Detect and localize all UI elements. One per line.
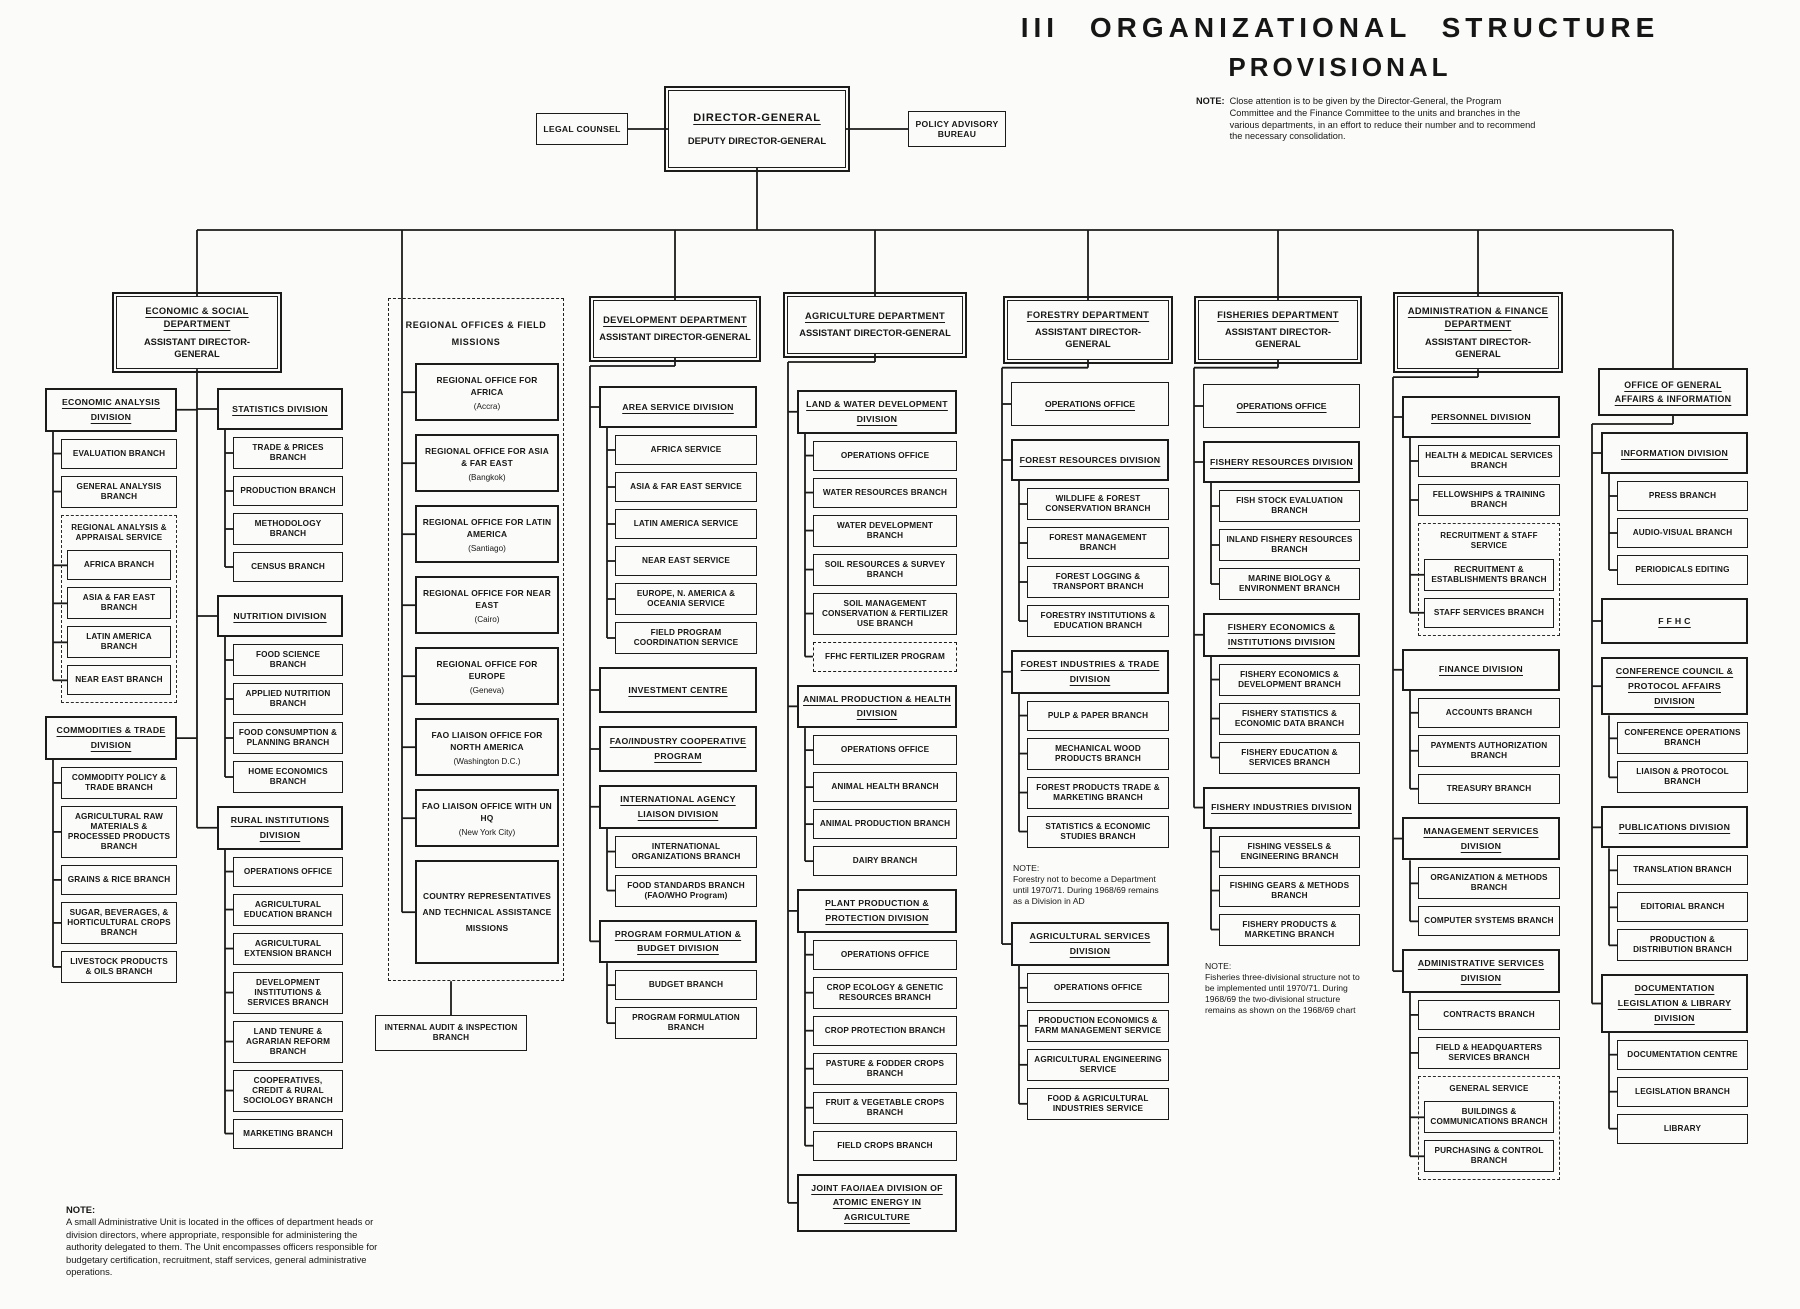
branch-box-applied-nutrition-branch: APPLIED NUTRITION BRANCH <box>233 683 343 715</box>
division-box-rural-institutions-division <box>217 806 343 850</box>
branch-box-conference-operations-branch: CONFERENCE OPERATIONS BRANCH <box>1617 722 1748 754</box>
office-label: REGIONAL OFFICE FOR AFRICA <box>436 374 538 398</box>
division-label: FISHERY RESOURCES DIVISION <box>1210 456 1353 467</box>
branch-box-mechanical-wood-products-branch: MECHANICAL WOOD PRODUCTS BRANCH <box>1027 738 1169 770</box>
department-box-economic-social-department <box>116 296 278 369</box>
page-title-line1: III ORGANIZATIONAL STRUCTURE <box>1020 12 1660 43</box>
top-note-label: NOTE: <box>1196 96 1225 106</box>
division-children <box>233 644 343 793</box>
branch-box-home-economics-branch: HOME ECONOMICS BRANCH <box>233 761 343 793</box>
branch-box-fish-stock-evaluation-branch: FISH STOCK EVALUATION BRANCH <box>1219 490 1360 522</box>
department-box-fisheries-department <box>1198 300 1358 360</box>
branch-box-inland-fishery-resources-branch: INLAND FISHERY RESOURCES BRANCH <box>1219 529 1360 561</box>
office-city: (Cairo) <box>474 614 500 624</box>
branch-box-production-economics-farm-management-service: PRODUCTION ECONOMICS & FARM MANAGEMENT SERVICE <box>1027 1010 1169 1042</box>
branch-box-editorial-branch: EDITORIAL BRANCH <box>1617 892 1748 922</box>
branch-box-agricultural-engineering-service: AGRICULTURAL ENGINEERING SERVICE <box>1027 1049 1169 1081</box>
column-note-text: Fisheries three-divisional structure not to be implemented until 1970/71. During 1968/69 the two-divisional structure remains as shown on the 1968/69 chart <box>1205 971 1360 1016</box>
division-label: PLANT PRODUCTION & PROTECTION DIVISION <box>825 898 929 923</box>
branch-box-budget-branch: BUDGET BRANCH <box>615 970 757 1000</box>
branch-box-buildings-communications-branch: BUILDINGS & COMMUNICATIONS BRANCH <box>1424 1101 1554 1133</box>
division-label: MANAGEMENT SERVICES DIVISION <box>1423 825 1539 851</box>
branch-box-near-east-service: NEAR EAST SERVICE <box>615 546 757 576</box>
dashed-group-general-service <box>1418 1076 1560 1180</box>
standalone-label: OPERATIONS OFFICE <box>1044 398 1136 409</box>
branch-box-staff-services-branch: STAFF SERVICES BRANCH <box>1424 598 1554 628</box>
division-box-personnel-division <box>1402 396 1560 438</box>
division-children <box>1219 664 1360 774</box>
internal-audit-box: INTERNAL AUDIT & INSPECTION BRANCH <box>375 1015 527 1051</box>
division-box-economic-analysis-division <box>45 388 177 432</box>
regional-panel-boxes <box>415 363 559 964</box>
division-box-fishery-industries-division <box>1203 787 1360 829</box>
branch-box-census-branch: CENSUS BRANCH <box>233 552 343 582</box>
column-note <box>1013 863 1169 908</box>
division-box-fishery-economics-institutions-division <box>1203 613 1360 657</box>
regional-office-box-regional-office-for-asia-far-east <box>415 434 559 492</box>
branch-box-program-formulation-branch: PROGRAM FORMULATION BRANCH <box>615 1007 757 1039</box>
branch-box-agricultural-extension-branch: AGRICULTURAL EXTENSION BRANCH <box>233 933 343 965</box>
branch-box-statistics-economic-studies-branch: STATISTICS & ECONOMIC STUDIES BRANCH <box>1027 816 1169 848</box>
office-label: REGIONAL OFFICE FOR LATIN AMERICA <box>422 516 552 540</box>
division-box-area-service-division <box>599 386 757 428</box>
branch-box-fishery-economics-development-branch: FISHERY ECONOMICS & DEVELOPMENT BRANCH <box>1219 664 1360 696</box>
department-title: AGRICULTURE DEPARTMENT <box>804 310 946 321</box>
branch-box-marine-biology-environment-branch: MARINE BIOLOGY & ENVIRONMENT BRANCH <box>1219 568 1360 600</box>
top-note <box>1196 96 1544 143</box>
column-stack-office-of-general-affairs-information-0 <box>1601 432 1748 1144</box>
branch-box-pasture-fodder-crops-branch: PASTURE & FODDER CROPS BRANCH <box>813 1053 957 1085</box>
branch-box-forest-products-trade-marketing-branch: FOREST PRODUCTS TRADE & MARKETING BRANCH <box>1027 777 1169 809</box>
column-note-label: NOTE: <box>1013 862 1040 873</box>
branch-box-wildlife-forest-conservation-branch: WILDLIFE & FOREST CONSERVATION BRANCH <box>1027 488 1169 520</box>
branch-box-payments-authorization-branch: PAYMENTS AUTHORIZATION BRANCH <box>1418 735 1560 767</box>
department-subtitle: ASSISTANT DIRECTOR-GENERAL <box>799 328 951 339</box>
branch-box-general-analysis-branch: GENERAL ANALYSIS BRANCH <box>61 476 177 508</box>
branch-box-operations-office: OPERATIONS OFFICE <box>233 857 343 887</box>
standalone-label: INVESTMENT CENTRE <box>628 684 728 695</box>
branch-box-dairy-branch: DAIRY BRANCH <box>813 846 957 876</box>
division-box-nutrition-division <box>217 595 343 637</box>
office-city: (New York City) <box>458 827 516 837</box>
department-title: FISHERIES DEPARTMENT <box>1217 310 1339 320</box>
column-stack-administration-finance-department-0 <box>1402 396 1560 1180</box>
column-stack-forestry-department-0 <box>1011 382 1169 1120</box>
division-box-management-services-division <box>1402 817 1560 861</box>
division-children <box>1219 836 1360 946</box>
division-box-fishery-resources-division <box>1203 441 1360 483</box>
division-label: INTERNATIONAL AGENCY LIAISON DIVISION <box>620 794 736 819</box>
division-children <box>1418 867 1560 936</box>
branch-box-audio-visual-branch: AUDIO-VISUAL BRANCH <box>1617 518 1748 548</box>
division-label: FINANCE DIVISION <box>1439 664 1523 675</box>
division-children <box>1418 698 1560 804</box>
office-city: (Washington D.C.) <box>453 756 521 766</box>
branch-box-evaluation-branch: EVALUATION BRANCH <box>61 439 177 469</box>
dashed-group-regional-analysis-appraisal-service <box>61 515 177 704</box>
branch-box-food-agricultural-industries-service: FOOD & AGRICULTURAL INDUSTRIES SERVICE <box>1027 1088 1169 1120</box>
top-note-text: Close attention is to be given by the Director-General, the Program Committee and the Finance Committee to the units and branches in the various departments, in an effort to reduce their number and to recommend the necessary consolidation. <box>1229 96 1536 142</box>
branch-box-marketing-branch: MARKETING BRANCH <box>233 1119 343 1149</box>
column-stack-economic-social-department-1 <box>217 388 343 1149</box>
standalone-division-box-investment-centre <box>599 667 757 713</box>
office-label: REGIONAL OFFICE FOR NEAR EAST <box>423 587 551 611</box>
division-label: FISHERY INDUSTRIES DIVISION <box>1211 802 1352 813</box>
division-label: PUBLICATIONS DIVISION <box>1618 821 1731 832</box>
division-label: ANIMAL PRODUCTION & HEALTH DIVISION <box>803 693 951 719</box>
regional-office-box-regional-office-for-europe <box>415 647 559 705</box>
department-title: FORESTRY DEPARTMENT <box>1026 310 1150 320</box>
standalone-division-box-fao-industry-cooperative-program <box>599 726 757 772</box>
division-children <box>61 439 177 704</box>
branch-box-agricultural-education-branch: AGRICULTURAL EDUCATION BRANCH <box>233 894 343 926</box>
bottom-note-label: NOTE: <box>66 1204 96 1215</box>
branch-box-operations-office: OPERATIONS OFFICE <box>1027 973 1169 1003</box>
branch-box-recruitment-establishments-branch: RECRUITMENT & ESTABLISHMENTS BRANCH <box>1424 559 1554 591</box>
branch-box-fishing-vessels-engineering-branch: FISHING VESSELS & ENGINEERING BRANCH <box>1219 836 1360 868</box>
branch-box-forestry-institutions-education-branch: FORESTRY INSTITUTIONS & EDUCATION BRANCH <box>1027 605 1169 637</box>
division-label: INFORMATION DIVISION <box>1620 447 1729 458</box>
department-title: ECONOMIC & SOCIAL DEPARTMENT <box>145 306 249 330</box>
branch-box-agricultural-raw-materials-processed-products-: AGRICULTURAL RAW MATERIALS & PROCESSED PRODUCTS BRANCH <box>61 806 177 858</box>
department-title: DEVELOPMENT DEPARTMENT <box>603 314 747 325</box>
bottom-note <box>66 1204 382 1278</box>
director-general-title: DIRECTOR-GENERAL <box>693 112 821 124</box>
division-label: DOCUMENTATION LEGISLATION & LIBRARY DIVISION <box>1617 983 1732 1023</box>
branch-box-grains-rice-branch: GRAINS & RICE BRANCH <box>61 865 177 895</box>
branch-box-animal-production-branch: ANIMAL PRODUCTION BRANCH <box>813 809 957 839</box>
department-box-administration-finance-department <box>1397 296 1559 369</box>
branch-box-forest-management-branch: FOREST MANAGEMENT BRANCH <box>1027 527 1169 559</box>
department-subtitle: ASSISTANT DIRECTOR-GENERAL <box>1224 327 1332 350</box>
office-city: (Geneva) <box>469 685 505 695</box>
dashed-group-recruitment-staff-service <box>1418 523 1560 636</box>
branch-box-fellowships-training-branch: FELLOWSHIPS & TRAINING BRANCH <box>1418 484 1560 516</box>
branch-box-near-east-branch: NEAR EAST BRANCH <box>67 665 171 695</box>
department-box-forestry-department <box>1007 300 1169 360</box>
branch-box-operations-office: OPERATIONS OFFICE <box>813 441 957 471</box>
division-children <box>615 970 757 1039</box>
branch-box-field-program-coordination-service: FIELD PROGRAM COORDINATION SERVICE <box>615 622 757 654</box>
branch-box-treasury-branch: TREASURY BRANCH <box>1418 774 1560 804</box>
division-label: STATISTICS DIVISION <box>232 403 328 414</box>
branch-box-production-distribution-branch: PRODUCTION & DISTRIBUTION BRANCH <box>1617 929 1748 961</box>
branch-box-sugar-beverages-horticultural-crops-branch: SUGAR, BEVERAGES, & HORTICULTURAL CROPS BRANCH <box>61 902 177 944</box>
division-children <box>1027 973 1169 1120</box>
division-label: COMMODITIES & TRADE DIVISION <box>56 725 166 751</box>
dashed-group-title: REGIONAL ANALYSIS & APPRAISAL SERVICE <box>71 522 167 542</box>
branch-box-food-consumption-planning-branch: FOOD CONSUMPTION & PLANNING BRANCH <box>233 722 343 754</box>
standalone-label: F F H C <box>1658 615 1691 626</box>
division-box-land-water-development-division <box>797 390 957 434</box>
division-label: AGRICULTURAL SERVICES DIVISION <box>1029 931 1151 957</box>
branch-box-methodology-branch: METHODOLOGY BRANCH <box>233 513 343 545</box>
office-label: REGIONAL OFFICE FOR ASIA & FAR EAST <box>425 445 549 469</box>
office-label: FAO LIAISON OFFICE WITH UN HQ <box>422 800 552 824</box>
department-box-office-of-general-affairs-information <box>1598 368 1748 416</box>
column-note <box>1205 961 1360 1017</box>
branch-box-food-standards-branch-fao-who-program: FOOD STANDARDS BRANCH (FAO/WHO Program) <box>615 875 757 907</box>
division-box-information-division <box>1601 432 1748 474</box>
deputy-director-general-label: DEPUTY DIRECTOR-GENERAL <box>687 135 827 146</box>
branch-box-forest-logging-transport-branch: FOREST LOGGING & TRANSPORT BRANCH <box>1027 566 1169 598</box>
branch-box-legislation-branch: LEGISLATION BRANCH <box>1617 1077 1748 1107</box>
regional-office-box-fao-liaison-office-with-un-hq <box>415 789 559 847</box>
division-children <box>813 441 957 672</box>
standalone-label: OPERATIONS OFFICE <box>1236 400 1327 411</box>
branch-box-operations-office: OPERATIONS OFFICE <box>813 940 957 970</box>
division-children <box>615 435 757 654</box>
column-stack-economic-social-department-0 <box>45 388 177 983</box>
branch-box-periodicals-editing: PERIODICALS EDITING <box>1617 555 1748 585</box>
division-label: RURAL INSTITUTIONS DIVISION <box>230 815 330 840</box>
division-children <box>615 836 757 907</box>
legal-counsel-box: LEGAL COUNSEL <box>536 113 628 145</box>
branch-box-africa-service: AFRICA SERVICE <box>615 435 757 465</box>
division-box-documentation-legislation-library-division <box>1601 974 1748 1032</box>
branch-box-computer-systems-branch: COMPUTER SYSTEMS BRANCH <box>1418 906 1560 936</box>
standalone-division-box-f-f-h-c <box>1601 598 1748 644</box>
branch-box-trade-prices-branch: TRADE & PRICES BRANCH <box>233 437 343 469</box>
branch-box-commodity-policy-trade-branch: COMMODITY POLICY & TRADE BRANCH <box>61 767 177 799</box>
branch-box-livestock-products-oils-branch: LIVESTOCK PRODUCTS & OILS BRANCH <box>61 951 177 983</box>
office-city: (Accra) <box>473 401 501 411</box>
division-label: FOREST INDUSTRIES & TRADE DIVISION <box>1020 659 1160 684</box>
division-box-program-formulation-budget-division <box>599 920 757 964</box>
regional-panel-title: REGIONAL OFFICES & FIELD MISSIONS <box>405 320 547 348</box>
branch-box-fishery-education-services-branch: FISHERY EDUCATION & SERVICES BRANCH <box>1219 742 1360 774</box>
branch-box-soil-management-conservation-fertilizer-use-br: SOIL MANAGEMENT CONSERVATION & FERTILIZER USE BRANCH <box>813 593 957 635</box>
division-label: ADMINISTRATIVE SERVICES DIVISION <box>1417 958 1545 984</box>
department-subtitle: ASSISTANT DIRECTOR-GENERAL <box>143 336 251 359</box>
division-children <box>1617 481 1748 585</box>
division-children <box>1418 445 1560 636</box>
operations-office-box-operations-office <box>1011 382 1169 426</box>
division-box-finance-division <box>1402 649 1560 691</box>
office-label: COUNTRY REPRESENTATIVES AND TECHNICAL ASSISTANCE MISSIONS <box>422 890 552 934</box>
division-box-international-agency-liaison-division <box>599 785 757 829</box>
division-box-statistics-division <box>217 388 343 430</box>
division-label: LAND & WATER DEVELOPMENT DIVISION <box>806 399 948 424</box>
regional-offices-panel <box>388 298 564 981</box>
branch-box-library: LIBRARY <box>1617 1114 1748 1144</box>
office-city: (Bangkok) <box>468 472 506 482</box>
department-box-agriculture-department <box>787 296 963 354</box>
branch-box-accounts-branch: ACCOUNTS BRANCH <box>1418 698 1560 728</box>
division-children <box>61 767 177 983</box>
division-children <box>233 437 343 582</box>
bottom-note-text: A small Administrative Unit is located in the offices of department heads or division directors, where appropriate, responsible for administering the authority delegated to them. The Unit encompasses officers responsible for budgetary certification, recruitment, staff services, general administrative operations. <box>66 1216 378 1278</box>
column-note-text: Forestry not to become a Department until 1970/71. During 1968/69 remains as a Division in AD <box>1013 873 1159 907</box>
page-title-line2: PROVISIONAL <box>1228 52 1452 82</box>
director-general-box <box>668 90 846 168</box>
dashed-box-ffhc-fertilizer-program: FFHC FERTILIZER PROGRAM <box>813 642 957 672</box>
division-label: FOREST RESOURCES DIVISION <box>1019 454 1161 465</box>
division-children <box>233 857 343 1149</box>
office-city: (Santiago) <box>468 543 506 553</box>
branch-box-purchasing-control-branch: PURCHASING & CONTROL BRANCH <box>1424 1140 1554 1172</box>
branch-box-asia-far-east-service: ASIA & FAR EAST SERVICE <box>615 472 757 502</box>
regional-office-box-regional-office-for-near-east <box>415 576 559 634</box>
branch-box-soil-resources-survey-branch: SOIL RESOURCES & SURVEY BRANCH <box>813 554 957 586</box>
branch-box-cooperatives-credit-rural-sociology-branch: COOPERATIVES, CREDIT & RURAL SOCIOLOGY BRANCH <box>233 1070 343 1112</box>
standalone-division-box-joint-fao-iaea-division-of-atomic-energy-in-ag <box>797 1174 957 1232</box>
branch-box-food-science-branch: FOOD SCIENCE BRANCH <box>233 644 343 676</box>
division-children <box>1617 1040 1748 1144</box>
office-label: REGIONAL OFFICE FOR EUROPE <box>436 658 538 682</box>
division-label: PERSONNEL DIVISION <box>1431 411 1531 422</box>
branch-box-crop-protection-branch: CROP PROTECTION BRANCH <box>813 1016 957 1046</box>
division-label: NUTRITION DIVISION <box>233 610 327 621</box>
regional-office-box-regional-office-for-africa <box>415 363 559 421</box>
division-box-commodities-trade-division <box>45 716 177 760</box>
department-title: OFFICE OF GENERAL AFFAIRS & INFORMATION <box>1614 379 1732 404</box>
branch-box-fruit-vegetable-crops-branch: FRUIT & VEGETABLE CROPS BRANCH <box>813 1092 957 1124</box>
department-subtitle: ASSISTANT DIRECTOR-GENERAL <box>1034 327 1142 350</box>
branch-box-organization-methods-branch: ORGANIZATION & METHODS BRANCH <box>1418 867 1560 899</box>
column-note-label: NOTE: <box>1205 960 1232 971</box>
column-stack-agriculture-department-0 <box>797 390 957 1232</box>
division-box-conference-council-protocol-affairs-division <box>1601 657 1748 715</box>
division-children <box>1027 488 1169 637</box>
branch-box-translation-branch: TRANSLATION BRANCH <box>1617 855 1748 885</box>
branch-box-latin-america-branch: LATIN AMERICA BRANCH <box>67 626 171 658</box>
branch-box-fishery-products-marketing-branch: FISHERY PRODUCTS & MARKETING BRANCH <box>1219 914 1360 946</box>
branch-box-operations-office: OPERATIONS OFFICE <box>813 735 957 765</box>
dashed-group-title: GENERAL SERVICE <box>1449 1083 1529 1093</box>
branch-box-international-organizations-branch: INTERNATIONAL ORGANIZATIONS BRANCH <box>615 836 757 868</box>
department-title: ADMINISTRATION & FINANCE DEPARTMENT <box>1407 306 1549 330</box>
branch-box-field-headquarters-services-branch: FIELD & HEADQUARTERS SERVICES BRANCH <box>1418 1037 1560 1069</box>
division-children <box>1027 701 1169 848</box>
division-label: FISHERY ECONOMICS & INSTITUTIONS DIVISION <box>1227 622 1336 647</box>
branch-box-pulp-paper-branch: PULP & PAPER BRANCH <box>1027 701 1169 731</box>
column-stack-development-department-0 <box>599 386 757 1039</box>
division-label: AREA SERVICE DIVISION <box>622 401 734 412</box>
branch-box-health-medical-services-branch: HEALTH & MEDICAL SERVICES BRANCH <box>1418 445 1560 477</box>
branch-box-fishing-gears-methods-branch: FISHING GEARS & METHODS BRANCH <box>1219 875 1360 907</box>
division-box-publications-division <box>1601 806 1748 848</box>
page-title <box>1020 12 1660 83</box>
office-label: FAO LIAISON OFFICE FOR NORTH AMERICA <box>431 729 543 753</box>
branch-box-asia-far-east-branch: ASIA & FAR EAST BRANCH <box>67 587 171 619</box>
branch-box-water-development-branch: WATER DEVELOPMENT BRANCH <box>813 515 957 547</box>
branch-box-development-institutions-services-branch: DEVELOPMENT INSTITUTIONS & SERVICES BRANCH <box>233 972 343 1014</box>
dashed-group-title: RECRUITMENT & STAFF SERVICE <box>1440 531 1538 551</box>
branch-box-production-branch: PRODUCTION BRANCH <box>233 476 343 506</box>
division-children <box>813 735 957 876</box>
division-box-administrative-services-division <box>1402 949 1560 993</box>
branch-box-latin-america-service: LATIN AMERICA SERVICE <box>615 509 757 539</box>
division-children <box>1617 722 1748 793</box>
division-children <box>813 940 957 1161</box>
division-box-plant-production-protection-division <box>797 889 957 933</box>
department-box-development-department <box>593 300 757 358</box>
division-box-animal-production-health-division <box>797 685 957 729</box>
branch-box-press-branch: PRESS BRANCH <box>1617 481 1748 511</box>
branch-box-fishery-statistics-economic-data-branch: FISHERY STATISTICS & ECONOMIC DATA BRANCH <box>1219 703 1360 735</box>
branch-box-crop-ecology-genetic-resources-branch: CROP ECOLOGY & GENETIC RESOURCES BRANCH <box>813 977 957 1009</box>
branch-box-water-resources-branch: WATER RESOURCES BRANCH <box>813 478 957 508</box>
division-box-forest-industries-trade-division <box>1011 650 1169 694</box>
division-children <box>1219 490 1360 600</box>
regional-office-box-regional-office-for-latin-america <box>415 505 559 563</box>
department-subtitle: ASSISTANT DIRECTOR-GENERAL <box>599 332 751 343</box>
division-children <box>1617 855 1748 961</box>
standalone-label: JOINT FAO/IAEA DIVISION OF ATOMIC ENERGY IN AGRICULTURE <box>811 1182 943 1223</box>
division-label: ECONOMIC ANALYSIS DIVISION <box>61 397 161 422</box>
branch-box-field-crops-branch: FIELD CROPS BRANCH <box>813 1131 957 1161</box>
branch-box-documentation-centre: DOCUMENTATION CENTRE <box>1617 1040 1748 1070</box>
operations-office-box-operations-office <box>1203 384 1360 428</box>
branch-box-liaison-protocol-branch: LIAISON & PROTOCOL BRANCH <box>1617 761 1748 793</box>
branch-box-contracts-branch: CONTRACTS BRANCH <box>1418 1000 1560 1030</box>
column-stack-fisheries-department-0 <box>1203 384 1360 1018</box>
branch-box-animal-health-branch: ANIMAL HEALTH BRANCH <box>813 772 957 802</box>
branch-box-europe-n-america-oceania-service: EUROPE, N. AMERICA & OCEANIA SERVICE <box>615 583 757 615</box>
regional-office-box-country-representatives-and-technical-assistan <box>415 860 559 964</box>
standalone-label: FAO/INDUSTRY COOPERATIVE PROGRAM <box>609 736 747 761</box>
division-label: CONFERENCE COUNCIL & PROTOCOL AFFAIRS DIVISION <box>1615 666 1734 706</box>
division-children <box>1418 1000 1560 1180</box>
division-box-forest-resources-division <box>1011 439 1169 481</box>
department-subtitle: ASSISTANT DIRECTOR-GENERAL <box>1424 336 1532 359</box>
branch-box-africa-branch: AFRICA BRANCH <box>67 550 171 580</box>
branch-box-land-tenure-agrarian-reform-branch: LAND TENURE & AGRARIAN REFORM BRANCH <box>233 1021 343 1063</box>
division-box-agricultural-services-division <box>1011 922 1169 966</box>
policy-advisory-bureau-box: POLICY ADVISORY BUREAU <box>908 111 1006 147</box>
division-label: PROGRAM FORMULATION & BUDGET DIVISION <box>614 928 742 954</box>
regional-office-box-fao-liaison-office-for-north-america <box>415 718 559 776</box>
